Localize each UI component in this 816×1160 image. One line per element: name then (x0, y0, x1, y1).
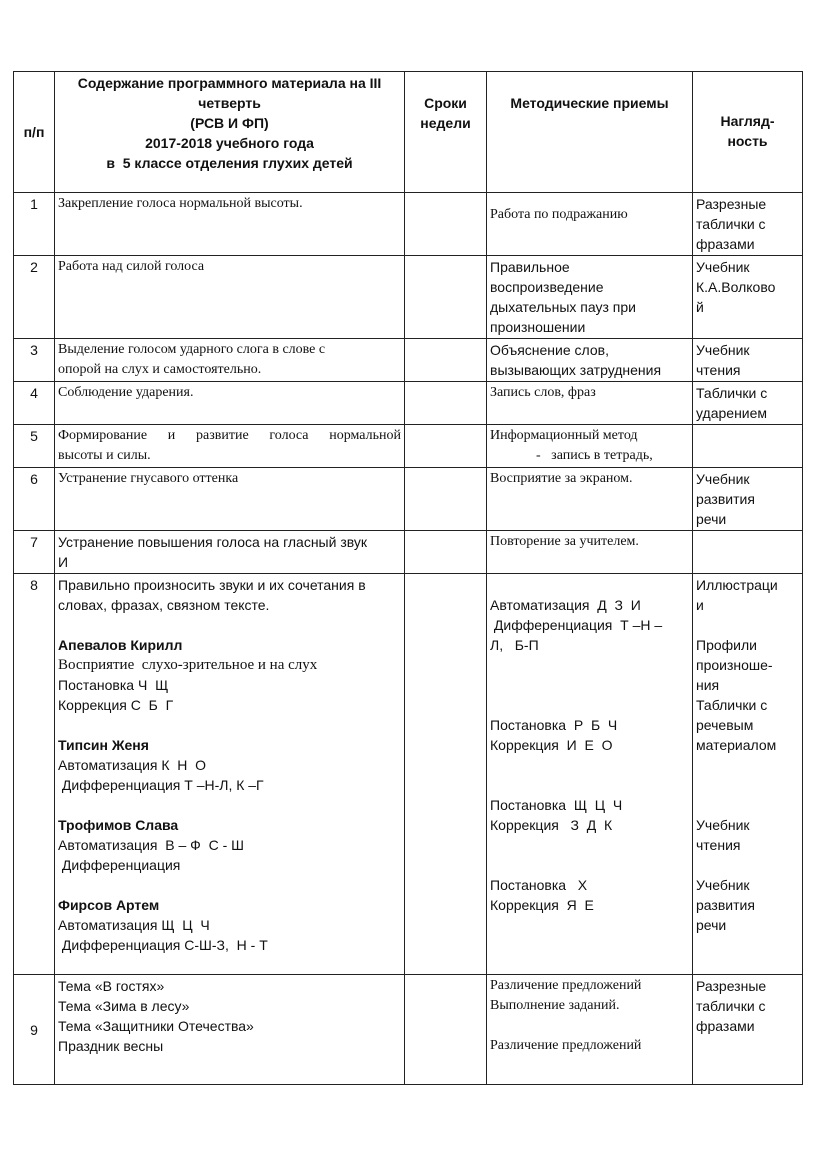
row-terms (405, 339, 487, 382)
row-content: Выделение голосом ударного слога в слове с опорой на слух и самостоятельно. (55, 339, 405, 382)
row-methods: Автоматизация Д З И Дифференциация Т –Н – Л, Б-П Постановка Р Б Ч Коррекция И Е О Постановка Щ Ц Ч Коррекция З Д К Постановка Х Коррекция Я Е (487, 574, 693, 975)
row-content: Устранение повышения голоса на гласный звук И (55, 531, 405, 574)
row-visual: Учебник чтения (693, 339, 803, 382)
table-row (14, 975, 803, 1085)
row-terms (405, 256, 487, 339)
header-methods: Методические приемы (487, 72, 693, 193)
lesson-plan-table (13, 71, 803, 1085)
row-content: Закрепление голоса нормальной высоты. (55, 193, 405, 256)
row-content: Формирование и развитие голоса нормальной высоты и силы. (55, 425, 405, 468)
student-name: Типсин Женя (58, 737, 149, 753)
row-visual: Учебник развития речи (693, 468, 803, 531)
row-methods: Запись слов, фраз (487, 382, 693, 425)
row-number: 9 (14, 975, 55, 1085)
row-visual: Учебник К.А.Волково й (693, 256, 803, 339)
row-methods: Информационный метод - запись в тетрадь, (487, 425, 693, 468)
header-content: Содержание программного материала на III четверть (РСВ И ФП) 2017-2018 учебного года в 5 классе отделения глухих детей (55, 72, 405, 193)
row-content: Соблюдение ударения. (55, 382, 405, 425)
header-terms: Сроки недели (405, 72, 487, 193)
row-methods: Восприятие за экраном. (487, 468, 693, 531)
row-terms (405, 193, 487, 256)
table-row (14, 468, 803, 531)
student-name: Апевалов Кирилл (58, 637, 183, 653)
row-number: 7 (14, 531, 55, 574)
table-row (14, 193, 803, 256)
table-row (14, 531, 803, 574)
row-terms (405, 382, 487, 425)
table-row (14, 382, 803, 425)
table-row (14, 339, 803, 382)
row-terms (405, 468, 487, 531)
row-number: 5 (14, 425, 55, 468)
student-name: Трофимов Слава (58, 817, 179, 833)
row-number: 4 (14, 382, 55, 425)
row-terms (405, 531, 487, 574)
row-terms (405, 425, 487, 468)
row-number: 3 (14, 339, 55, 382)
row-visual: Таблички с ударением (693, 382, 803, 425)
table-header-row (14, 72, 803, 193)
table-row (14, 574, 803, 975)
table-row (14, 256, 803, 339)
student-name: Фирсов Артем (58, 897, 160, 913)
row-number: 6 (14, 468, 55, 531)
row-content: Тема «В гостях» Тема «Зима в лесу» Тема «Защитники Отечества» Праздник весны (55, 975, 405, 1085)
row-number: 8 (14, 574, 55, 975)
row-content: Работа над силой голоса (55, 256, 405, 339)
row-content: Правильно произносить звуки и их сочетания в словах, фразах, связном тексте. Апевалов Кирилл Восприятие слухо-зрительное и на слух Постановка Ч Щ Коррекция С Б Г Типсин Женя Автоматизация К Н О Дифференциация Т –Н-Л, К –Г Трофимов Слава Автоматизация В – Ф С - Ш Дифференциация Фирсов Артем Автоматизация Щ Ц Ч Дифференциация С-Ш-З, Н - Т (55, 574, 405, 975)
row-methods: Различение предложений Выполнение заданий. Различение предложений (487, 975, 693, 1085)
table-row (14, 425, 803, 468)
row-methods: Работа по подражанию (487, 193, 693, 256)
header-num: п/п (14, 72, 55, 193)
row-terms (405, 574, 487, 975)
row-visual: Разрезные таблички с фразами (693, 975, 803, 1085)
row-terms (405, 975, 487, 1085)
row-methods: Объяснение слов, вызывающих затруднения (487, 339, 693, 382)
header-visual: Нагляд- ность (693, 72, 803, 193)
row-methods: Повторение за учителем. (487, 531, 693, 574)
row-methods: Правильное воспроизведение дыхательных пауз при произношении (487, 256, 693, 339)
row-visual: Разрезные таблички с фразами (693, 193, 803, 256)
row-number: 2 (14, 256, 55, 339)
row-visual (693, 531, 803, 574)
row-visual: Иллюстраци и Профили произноше- ния Таблички с речевым материалом Учебник чтения Учебник развития речи (693, 574, 803, 975)
row-content: Устранение гнусавого оттенка (55, 468, 405, 531)
row-visual (693, 425, 803, 468)
row-number: 1 (14, 193, 55, 256)
